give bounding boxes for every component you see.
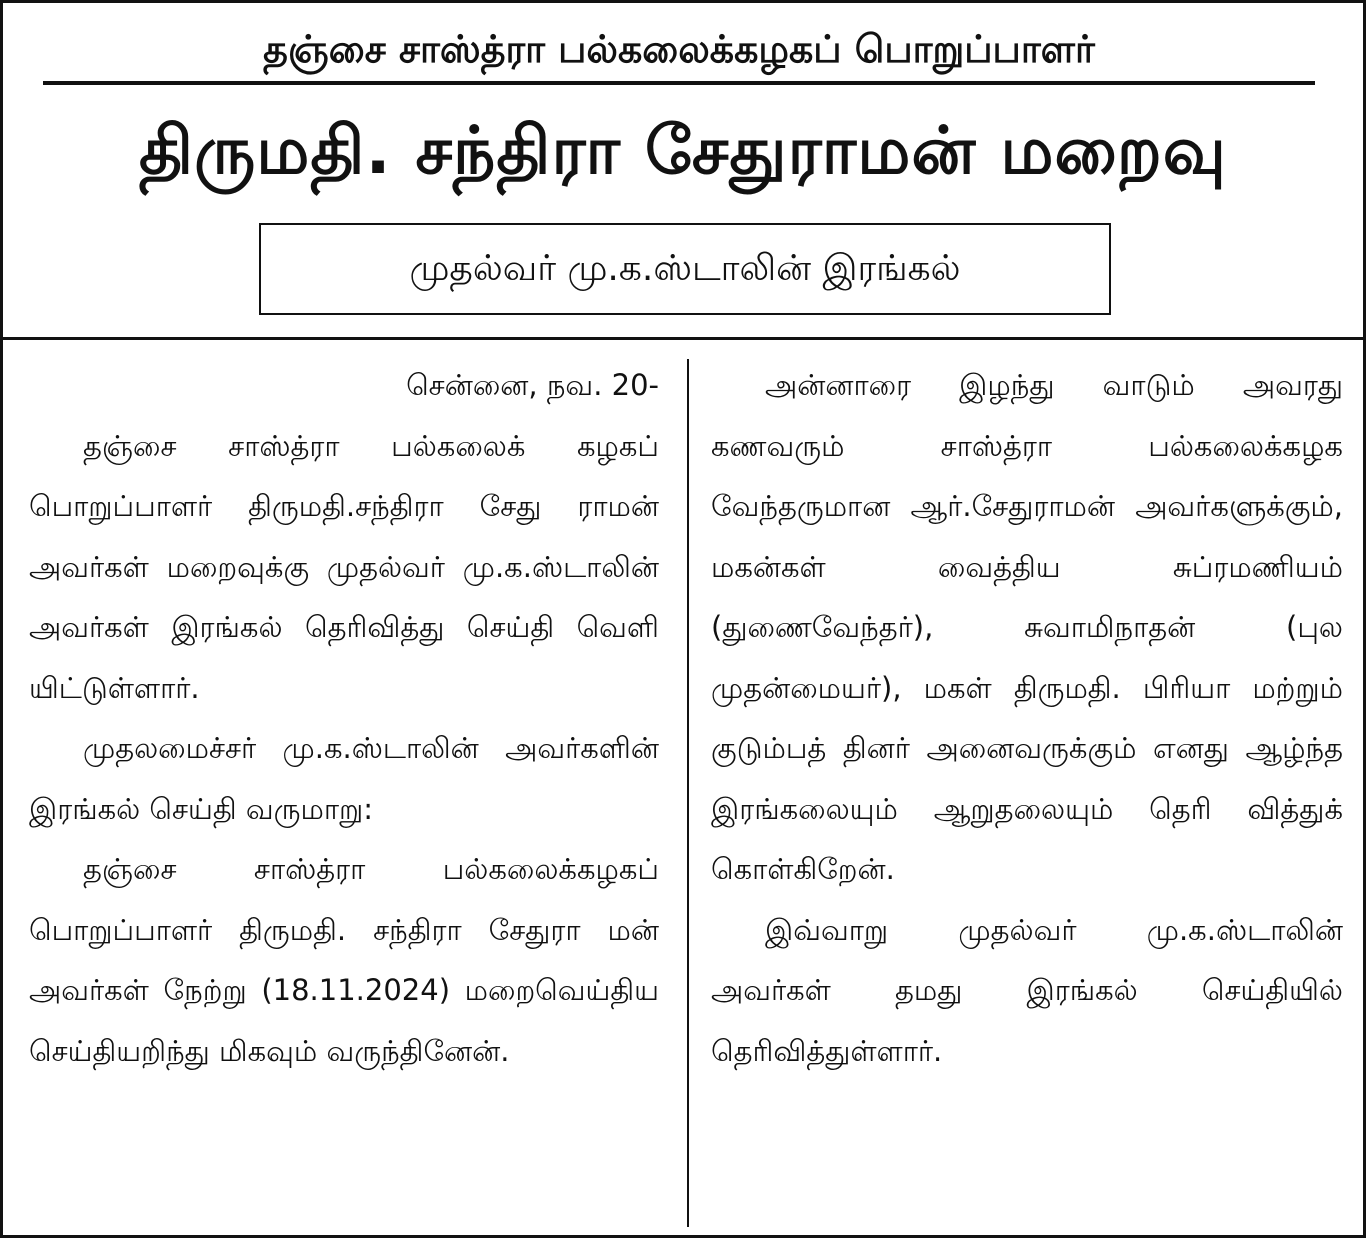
subhead-box [259,223,1111,315]
paragraph: முதலமைச்சர் மு.க.ஸ்டாலின் அவர்களின் இரங்கல் செய்தி வருமாறு: [29,731,659,826]
kicker-title: தஞ்சை சாஸ்த்ரா பல்கலைக்கழகப் பொறுப்பாளர் [263,27,1095,71]
article-header [3,3,1363,340]
subhead: முதல்வர் மு.க.ஸ்டாலின் இரங்கல் [409,248,961,289]
paragraph: அன்னாரை இழந்து வாடும் அவரது கணவரும் சாஸ்த்ரா பல்கலைக்கழக வேந்தருமான ஆர்.சேதுராமன் அவர்களுக்கும், மகன்கள் வைத்திய சுப்ரமணியம் (துணைவேந்தர்), சுவாமிநாதன் (புல முதன்மையர்), மகள் திருமதி. பிரியா மற்றும் குடும்பத் தினர் அனைவருக்கும் எனது ஆழ்ந்த இரங்கலையும் ஆறுதலையும் தெரி வித்துக் கொள்கிறேன். [711,368,1343,886]
paragraph: தஞ்சை சாஸ்த்ரா பல்கலைக்கழகப் பொறுப்பாளர் திருமதி. சந்திரா சேதுரா மன் அவர்கள் நேற்று (18.11.2024) மறைவெய்திய செய்தியறிந்து மிகவும் வருந்தினேன். [29,852,659,1068]
headline: திருமதி. சந்திரா சேதுராமன் மறைவு [139,112,1227,189]
column-divider [687,359,689,1227]
kicker-underline [43,81,1315,85]
dateline: சென்னை, நவ. 20- [406,368,659,402]
right-column [711,355,1343,1081]
paragraph: இவ்வாறு முதல்வர் மு.க.ஸ்டாலின் அவர்கள் தமது இரங்கல் செய்தியில் தெரிவித்துள்ளார். [711,912,1343,1068]
paragraph: தஞ்சை சாஸ்த்ரா பல்கலைக் கழகப் பொறுப்பாளர் திருமதி.சந்திரா சேது ராமன் அவர்கள் மறைவுக்கு முதல்வர் மு.க.ஸ்டாலின் அவர்கள் இரங்கல் தெரிவித்து செய்தி வெளி யிட்டுள்ளார். [29,428,659,705]
left-column [29,355,659,1081]
